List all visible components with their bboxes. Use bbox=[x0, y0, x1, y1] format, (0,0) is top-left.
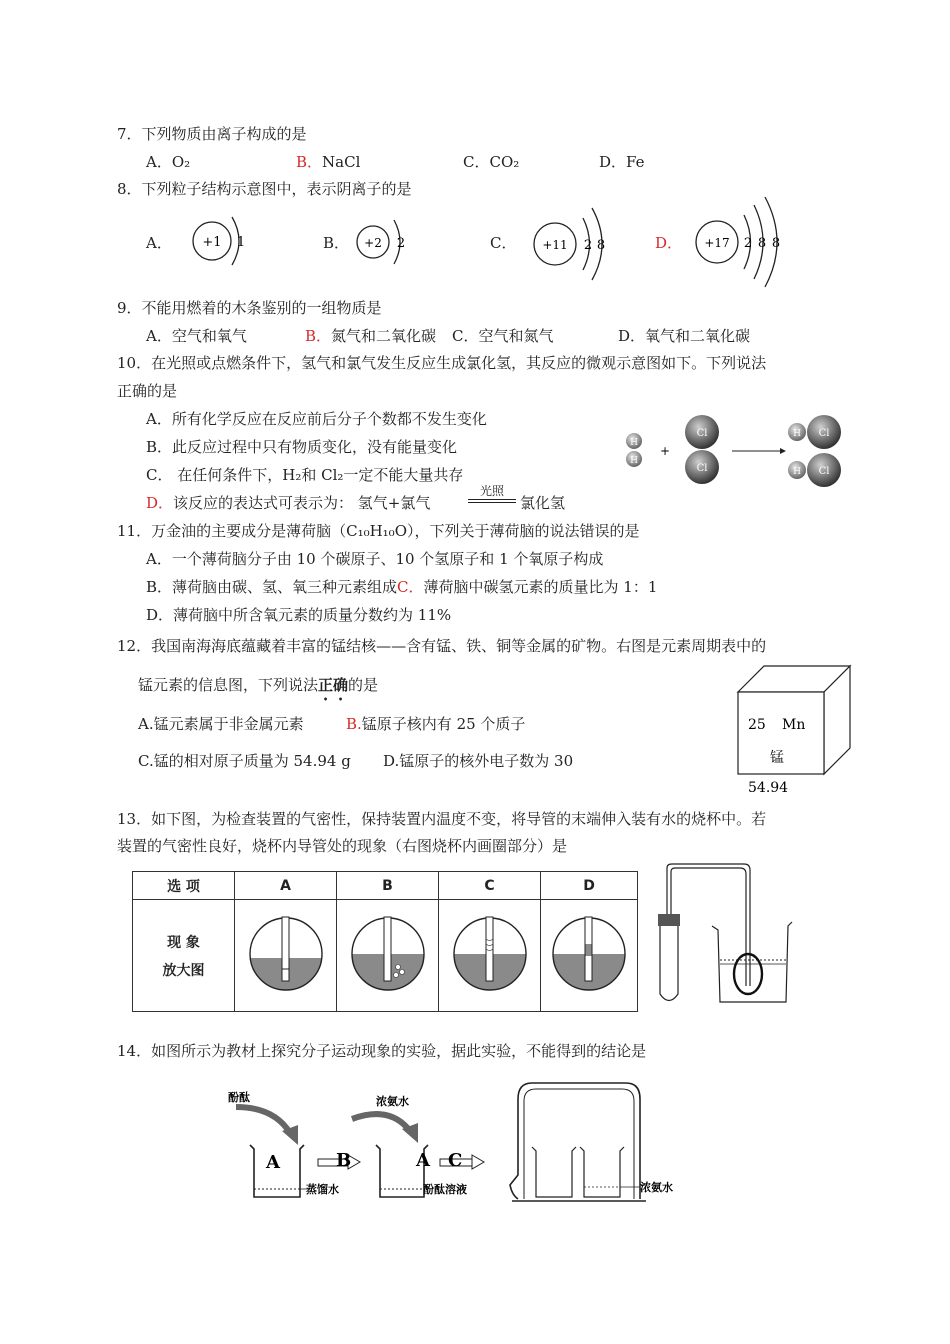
q9-option-d: D．氧气和二氧化碳 bbox=[618, 327, 751, 345]
magnified-view-c bbox=[439, 900, 541, 1012]
q8-option-b-letter: B． bbox=[323, 234, 350, 252]
svg-text:Cl: Cl bbox=[818, 466, 830, 477]
svg-text:H: H bbox=[793, 429, 801, 439]
svg-text:A: A bbox=[266, 1152, 280, 1173]
molecule-motion-experiment bbox=[140, 1075, 700, 1215]
magnified-view-a bbox=[235, 900, 337, 1012]
svg-text:浓氨水: 浓氨水 bbox=[376, 1095, 409, 1108]
q9-stem: 9．不能用燃着的木条鉴别的一组物质是 bbox=[117, 299, 382, 317]
q7-stem: 7．下列物质由离子构成的是 bbox=[117, 125, 307, 143]
q12-stem-line2: 锰元素的信息图，下列说法正确的是 bbox=[138, 676, 379, 694]
q8-stem: 8．下列粒子结构示意图中，表示阴离子的是 bbox=[117, 180, 412, 198]
atom-b-shell-1: 2 bbox=[396, 236, 406, 251]
q12-option-c: C.锰的相对原子质量为 54.94 g bbox=[138, 752, 351, 770]
atom-d-shell-3: 8 bbox=[771, 236, 781, 251]
element-mass: 54.94 bbox=[748, 780, 789, 796]
q8-option-a-letter: A． bbox=[146, 234, 172, 252]
q14-stem: 14．如图所示为教材上探究分子运动现象的实验，据此实验，不能得到的结论是 bbox=[117, 1042, 647, 1060]
q10-reaction-product: 氯化氢 bbox=[520, 494, 566, 512]
atom-c-shell-1: 2 bbox=[583, 238, 593, 253]
q10-option-c: C． 在任何条件下，H₂和 Cl₂一定不能大量共存 bbox=[146, 466, 464, 484]
hydrogen-molecule bbox=[626, 433, 642, 467]
table-row-label: 现 象 放大图 bbox=[133, 900, 235, 1012]
table-header-label: 选 项 bbox=[133, 872, 235, 900]
element-card-manganese bbox=[730, 660, 855, 800]
q7-option-c: C．CO₂ bbox=[463, 153, 520, 171]
element-symbol: Mn bbox=[782, 717, 806, 733]
q8-option-c-letter: C． bbox=[490, 234, 517, 252]
q12-stem-line1: 12．我国南海海底蕴藏着丰富的锰结核——含有锰、铁、铜等金属的矿物。右图是元素周期表中的 bbox=[117, 637, 767, 655]
atom-d-shell-2: 8 bbox=[757, 236, 767, 251]
atom-diagram-b bbox=[357, 220, 405, 264]
q7-option-a: A．O₂ bbox=[146, 153, 191, 171]
table-header-d: D bbox=[541, 872, 638, 900]
q8-atom-diagrams bbox=[0, 195, 950, 290]
atom-diagram-a bbox=[193, 217, 245, 265]
table-header-c: C bbox=[439, 872, 541, 900]
svg-text:C: C bbox=[448, 1150, 463, 1171]
q10-option-b: B．此反应过程中只有物质变化，没有能量变化 bbox=[146, 438, 458, 456]
q11-option-a: A．一个薄荷脑分子由 10 个碳原子、10 个氢原子和 1 个氧原子构成 bbox=[146, 550, 604, 568]
table-header-b: B bbox=[337, 872, 439, 900]
svg-text:Cl: Cl bbox=[818, 428, 830, 439]
q11-option-d: D．薄荷脑中所含氧元素的质量分数约为 11% bbox=[146, 606, 452, 624]
q7-option-b: B．NaCl bbox=[296, 153, 361, 171]
svg-text:H: H bbox=[793, 467, 801, 477]
q10-option-d: D．该反应的表达式可表示为： 氢气+氯气 bbox=[146, 494, 431, 512]
svg-text:B: B bbox=[336, 1150, 352, 1171]
svg-text:H: H bbox=[630, 438, 638, 448]
atom-a-nucleus: +1 bbox=[202, 235, 222, 250]
q10-option-a: A．所有化学反应在反应前后分子个数都不发生变化 bbox=[146, 410, 487, 428]
q12-option-b: B.锰原子核内有 25 个质子 bbox=[346, 715, 526, 733]
svg-text:浓氨水: 浓氨水 bbox=[640, 1181, 673, 1194]
q9-option-a: A．空气和氧气 bbox=[146, 327, 247, 345]
q13-options-table bbox=[132, 871, 638, 1012]
q12-option-a: A.锰元素属于非金属元素 bbox=[138, 715, 304, 733]
q10-stem-line2: 正确的是 bbox=[117, 382, 178, 400]
svg-text:A: A bbox=[416, 1150, 430, 1171]
atom-d-shell-1: 2 bbox=[743, 236, 753, 251]
magnified-view-b bbox=[337, 900, 439, 1012]
svg-text:H: H bbox=[630, 456, 638, 466]
svg-text:酚酞: 酚酞 bbox=[228, 1091, 250, 1104]
q7-option-d: D．Fe bbox=[599, 153, 645, 171]
svg-text:Cl: Cl bbox=[696, 428, 708, 439]
q13-stem-line1: 13．如下图，为检查装置的气密性，保持装置内温度不变，将导管的末端伸入装有水的烧杯中。若 bbox=[117, 810, 767, 828]
element-atomic-number: 25 bbox=[748, 717, 766, 733]
atom-d-nucleus: +17 bbox=[704, 236, 730, 250]
atom-diagram-d bbox=[696, 197, 780, 287]
q10-stem-line1: 10．在光照或点燃条件下，氢气和氯气发生反应生成氯化氢，其反应的微观示意图如下。下列说法 bbox=[117, 354, 767, 372]
q12-option-d: D.锰原子的核外电子数为 30 bbox=[383, 752, 574, 770]
element-name: 锰 bbox=[770, 750, 784, 766]
q11-option-b: B．薄荷脑由碳、氢、氧三种元素组成C．薄荷脑中碳氢元素的质量比为 1：1 bbox=[146, 578, 658, 596]
svg-text:酚酞溶液: 酚酞溶液 bbox=[423, 1183, 467, 1196]
q9-option-c: C．空气和氮气 bbox=[452, 327, 554, 345]
q10-micro-diagram bbox=[615, 408, 865, 498]
airtightness-apparatus bbox=[650, 862, 800, 1012]
q10-reaction-condition: 光照 bbox=[468, 484, 516, 503]
magnified-view-d bbox=[541, 900, 638, 1012]
atom-a-shell-1: 1 bbox=[236, 235, 246, 250]
atom-c-nucleus: +11 bbox=[542, 238, 568, 252]
svg-text:蒸馏水: 蒸馏水 bbox=[306, 1183, 339, 1196]
hcl-molecule-2 bbox=[788, 453, 841, 487]
q11-stem: 11．万金油的主要成分是薄荷脑（C₁₀H₁₀O），下列关于薄荷脑的说法错误的是 bbox=[117, 522, 640, 540]
q8-option-d-letter: D． bbox=[655, 234, 683, 252]
svg-text:Cl: Cl bbox=[696, 463, 708, 474]
q13-stem-line2: 装置的气密性良好，烧杯内导管处的现象（右图烧杯内画圈部分）是 bbox=[117, 837, 568, 855]
plus-sign: + bbox=[659, 444, 671, 458]
table-header-a: A bbox=[235, 872, 337, 900]
q9-option-b: B．氮气和二氧化碳 bbox=[305, 327, 437, 345]
atom-c-shell-2: 8 bbox=[596, 238, 606, 253]
atom-diagram-c bbox=[534, 208, 605, 280]
hcl-molecule-1 bbox=[788, 415, 841, 449]
atom-b-nucleus: +2 bbox=[364, 236, 382, 250]
chlorine-molecule bbox=[685, 415, 719, 484]
